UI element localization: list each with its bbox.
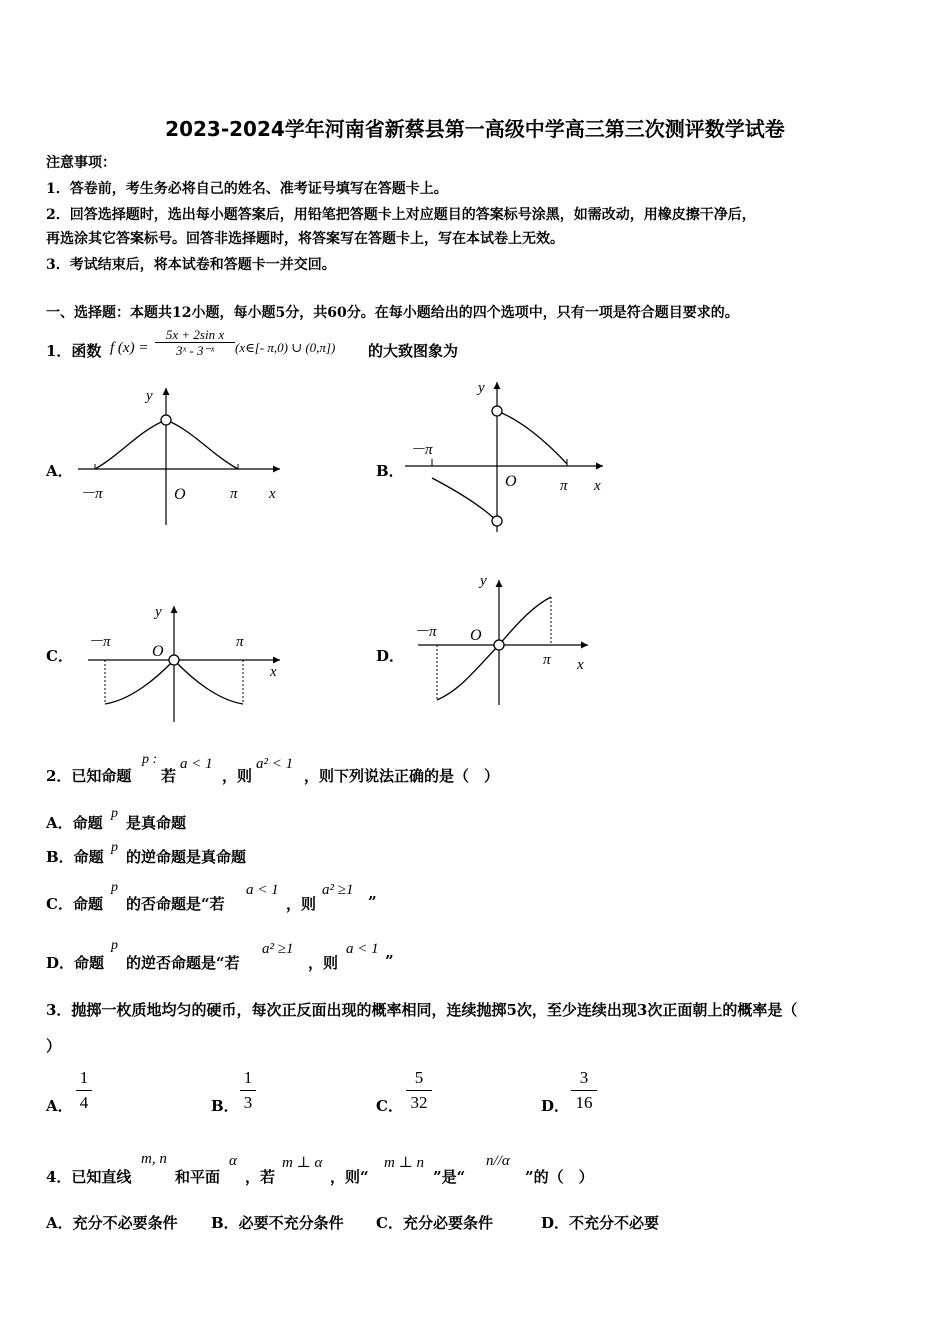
q4-option-a: A．充分不必要条件 bbox=[46, 1214, 178, 1232]
pi-label: π bbox=[236, 634, 244, 650]
q4-stem-prefix: 4．已知直线 bbox=[46, 1168, 132, 1186]
q3-option-b-fraction bbox=[240, 1067, 256, 1114]
q2-then: ，则 bbox=[222, 767, 253, 785]
x-label: x bbox=[594, 478, 601, 494]
q2-concl: a² < 1 bbox=[256, 756, 294, 772]
q4-option-c: C．充分必要条件 bbox=[376, 1214, 493, 1232]
origin-label: O bbox=[505, 473, 517, 490]
q3-option-a-fraction bbox=[76, 1067, 92, 1114]
denominator: 16 bbox=[575, 1093, 593, 1112]
q3-stem: 3．抛掷一枚质地均匀的硬币，每次正反面出现的概率相同，连续抛掷5次，至少连续出现3次正面朝上的概率是（ bbox=[46, 1001, 798, 1019]
q2-option-d-end: ” bbox=[385, 952, 394, 970]
q2-option-a-text: 是真命题 bbox=[126, 814, 187, 832]
q3-option-b-label: B． bbox=[211, 1097, 239, 1115]
x-label: x bbox=[577, 657, 584, 673]
q2-option-c-text: 的否命题是“若 bbox=[126, 895, 225, 913]
notice-item: 2．回答选择题时，选出每小题答案后，用铅笔把答题卡上对应题目的答案标号涂黑，如需改动，用橡皮擦干净后， bbox=[46, 207, 756, 223]
notice-item: 1．答卷前，考生务必将自己的姓名、准考证号填写在答题卡上。 bbox=[46, 181, 448, 197]
q2-option-d-then: ，则 bbox=[308, 954, 339, 972]
q2-option-d-text: 的逆否命题是“若 bbox=[126, 954, 240, 972]
neg-pi-label: －π bbox=[88, 634, 111, 650]
y-label: y bbox=[478, 380, 485, 396]
numerator: 1 bbox=[79, 1068, 89, 1087]
pi-label: π bbox=[560, 478, 568, 494]
q1-option-b-label: B． bbox=[376, 462, 404, 480]
y-label: y bbox=[146, 388, 153, 404]
q2-stem-suffix: ，则下列说法正确的是（ ） bbox=[304, 767, 500, 785]
q2-option-c: C．命题 bbox=[46, 895, 103, 913]
q2-option-b-p: p bbox=[111, 840, 118, 855]
q3-stem-end: ） bbox=[46, 1037, 62, 1055]
q1-denominator: 3ˣ - 3⁻ˣ bbox=[175, 343, 215, 358]
notice-item: 3．考试结束后，将本试卷和答题卡一并交回。 bbox=[46, 257, 336, 273]
pi-label: π bbox=[543, 652, 551, 668]
y-label: y bbox=[155, 604, 162, 620]
q2-option-c-p: p bbox=[111, 880, 118, 895]
q1-numerator: 5x + 2sin x bbox=[165, 327, 225, 342]
q4-if: ，若 bbox=[245, 1168, 276, 1186]
open-point bbox=[494, 640, 504, 650]
q2-option-d-cond: a² ≥1 bbox=[262, 941, 294, 957]
numerator: 1 bbox=[243, 1068, 253, 1087]
q2-option-b: B．命题 bbox=[46, 848, 104, 866]
q1-option-d-label: D． bbox=[376, 647, 405, 665]
q4-option-d: D．不充分不必要 bbox=[541, 1214, 660, 1232]
q4-m-perp-n: m ⊥ n bbox=[384, 1155, 424, 1171]
page-title: 2023-2024学年河南省新蔡县第一高级中学高三第三次测评数学试卷 bbox=[165, 117, 785, 141]
q2-option-c-concl: a² ≥1 bbox=[322, 882, 354, 898]
numerator: 5 bbox=[414, 1068, 424, 1087]
y-label: y bbox=[480, 573, 487, 589]
q2-option-a: A．命题 bbox=[46, 814, 103, 832]
q2-option-a-p: p bbox=[111, 806, 118, 821]
q2-option-d-concl: a < 1 bbox=[346, 941, 379, 957]
q3-option-d-label: D． bbox=[541, 1097, 570, 1115]
q4-plane: 和平面 bbox=[175, 1168, 221, 1186]
q1-prefix: 1．函数 bbox=[46, 342, 102, 360]
denominator: 32 bbox=[410, 1093, 428, 1112]
q2-option-c-then: ，则 bbox=[286, 895, 317, 913]
notice-heading: 注意事项： bbox=[46, 155, 116, 171]
q3-option-d-fraction bbox=[571, 1067, 597, 1114]
q2-if: 若 bbox=[161, 767, 177, 785]
q1-function: f (x) = bbox=[110, 340, 149, 356]
numerator: 3 bbox=[579, 1068, 589, 1087]
q3-option-c-label: C． bbox=[376, 1097, 403, 1115]
notice-item: 再选涂其它答案标号。回答非选择题时，将答案写在答题卡上，写在本试卷上无效。 bbox=[46, 231, 564, 247]
q4-then: ，则“ bbox=[330, 1168, 369, 1186]
denominator: 3 bbox=[243, 1093, 253, 1112]
q4-alpha: α bbox=[229, 1153, 237, 1169]
q2-cond: a < 1 bbox=[180, 756, 213, 772]
q4-n-parallel-alpha: n//α bbox=[486, 1153, 510, 1169]
q4-mn: m, n bbox=[141, 1151, 167, 1167]
origin-label: O bbox=[152, 643, 164, 660]
q2-p: p : bbox=[142, 752, 158, 767]
q1-domain: (x∈[- π,0) ∪ (0,π]) bbox=[235, 340, 336, 355]
neg-pi-label: －π bbox=[414, 624, 437, 640]
q4-m-perp-alpha: m ⊥ α bbox=[282, 1155, 323, 1171]
q2-option-c-cond: a < 1 bbox=[246, 882, 279, 898]
curve bbox=[437, 597, 551, 700]
q3-option-a-label: A． bbox=[46, 1097, 73, 1115]
q3-option-c-fraction bbox=[406, 1067, 432, 1114]
q1-option-a-label: A． bbox=[46, 462, 73, 480]
q4-stem-suffix: ”的（ ） bbox=[525, 1168, 594, 1186]
q2-option-b-text: 的逆命题是真命题 bbox=[126, 848, 247, 866]
q2-option-d-p: p bbox=[111, 938, 118, 953]
q2-stem-prefix: 2．已知命题 bbox=[46, 767, 132, 785]
pi-label: π bbox=[230, 486, 238, 502]
denominator: 4 bbox=[79, 1093, 89, 1112]
q1-option-c-label: C． bbox=[46, 647, 73, 665]
q2-option-c-end: ” bbox=[368, 893, 377, 911]
neg-pi-label: －π bbox=[80, 486, 103, 502]
q4-option-b: B．必要不充分条件 bbox=[211, 1214, 344, 1232]
q1-suffix: 的大致图象为 bbox=[368, 342, 459, 360]
neg-pi-label: －π bbox=[410, 442, 433, 458]
origin-label: O bbox=[174, 486, 186, 503]
q2-option-d: D．命题 bbox=[46, 954, 105, 972]
x-label: x bbox=[270, 664, 277, 680]
x-label: x bbox=[269, 486, 276, 502]
q4-is: ”是“ bbox=[433, 1168, 466, 1186]
section-heading: 一、选择题：本题共12小题，每小题5分，共60分。在每小题给出的四个选项中，只有一项是符合题目要求的。 bbox=[46, 305, 739, 321]
origin-label: O bbox=[470, 627, 482, 644]
